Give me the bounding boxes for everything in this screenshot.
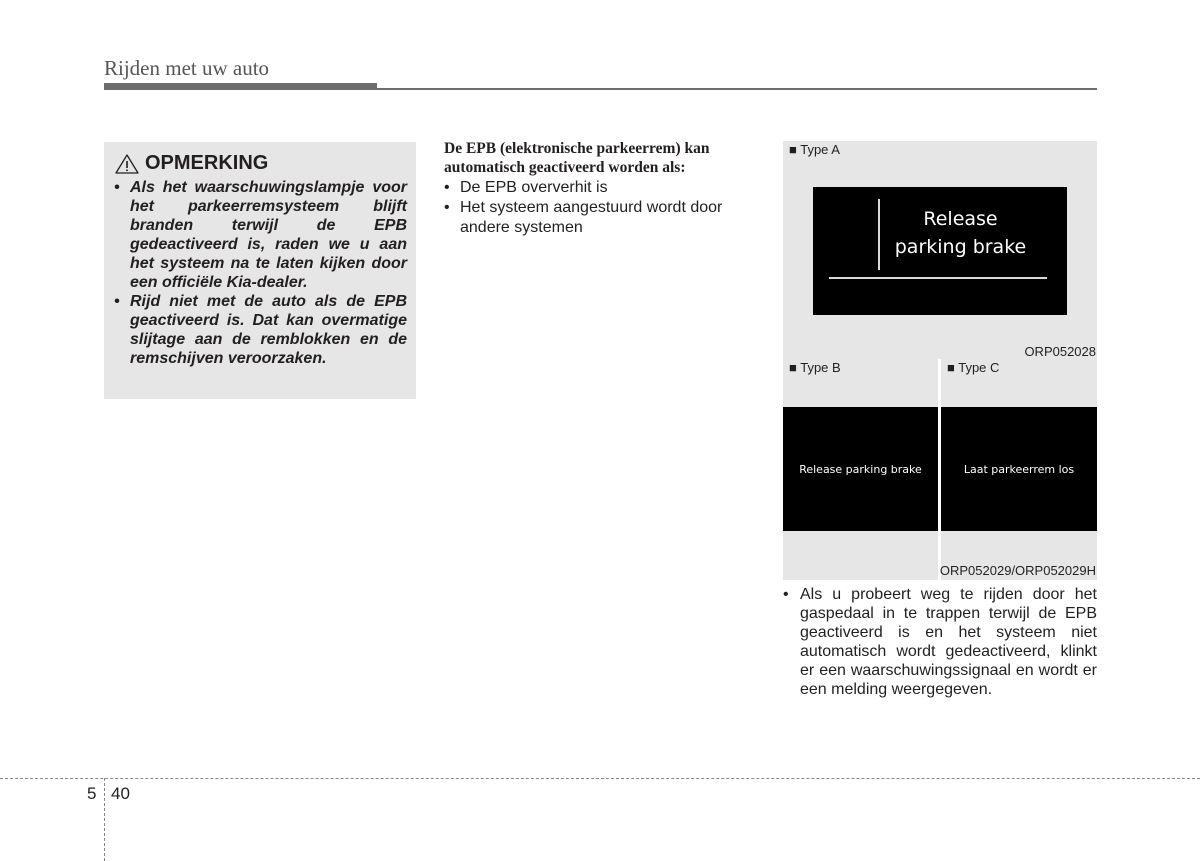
note-item: • Rijd niet met de auto als de EPB geactiveerd is. Dat kan overmatige slijtage aan de remblokken en de remschijven veroorzaken.: [114, 293, 407, 367]
middle-item: • Het systeem aangestuurd wordt door andere systemen: [444, 199, 723, 236]
right-item: • Als u probeert weg te rijden door het gaspedaal in te trappen terwijl de EPB geactiveerd is en het systeem niet automatisch wordt gedeactiveerd, klinkt er een waarschuwingssignaal en wordt er een melding weergegeven.: [783, 586, 1097, 698]
figure-a-code: ORP052028: [1024, 344, 1096, 359]
note-heading: OPMERKING: [145, 152, 269, 174]
section-title: Rijden met uw auto: [104, 56, 270, 80]
display-screen-b: [783, 407, 938, 531]
note-item: • Als het waarschuwingslampje voor het parkeerremsysteem blijft branden terwijl de EPB gedeactiveerd is, raden we u aan het systeem na te laten kijken door een officiële Kia-dealer.: [114, 179, 407, 291]
type-a-label: ■ Type A: [789, 142, 844, 157]
type-b-label: ■ Type B: [789, 360, 845, 375]
display-screen-c: [941, 407, 1097, 531]
middle-list: [444, 178, 758, 238]
middle-heading: De EPB (elektronische parkeerrem) kan automatisch geactiveerd worden als:: [444, 140, 710, 176]
figure-type-a: [783, 141, 1097, 360]
footer-dashed-divider: [104, 778, 105, 861]
screen-b-text: Release parking brake: [799, 462, 922, 476]
warning-triangle-icon: [114, 153, 140, 175]
page-number: 40: [111, 784, 130, 803]
screen-divider-horizontal: [829, 277, 1047, 279]
middle-column: [444, 139, 758, 238]
screen-divider-vertical: [878, 199, 880, 270]
right-list: [783, 585, 1097, 699]
middle-item: • De EPB oververhit is: [444, 179, 608, 196]
header-rule-thick: [104, 83, 377, 90]
screen-a-line1: Release: [923, 208, 998, 230]
header-rule-thin: [377, 88, 1097, 90]
chapter-number: 5: [87, 784, 97, 803]
type-c-label: ■ Type C: [947, 360, 1003, 375]
note-box: [104, 142, 416, 399]
note-heading-row: [114, 152, 407, 175]
screen-a-line2: parking brake: [894, 236, 1027, 258]
footer-dashed-rule: [0, 778, 1200, 779]
display-screen-a: [813, 187, 1067, 315]
figure-bc-code: ORP052029/ORP052029H: [939, 563, 1096, 578]
figure-type-bc: [783, 359, 1097, 580]
screen-c-text: Laat parkeerrem los: [963, 462, 1075, 476]
right-paragraph: [783, 585, 1097, 699]
note-list: [114, 178, 407, 368]
